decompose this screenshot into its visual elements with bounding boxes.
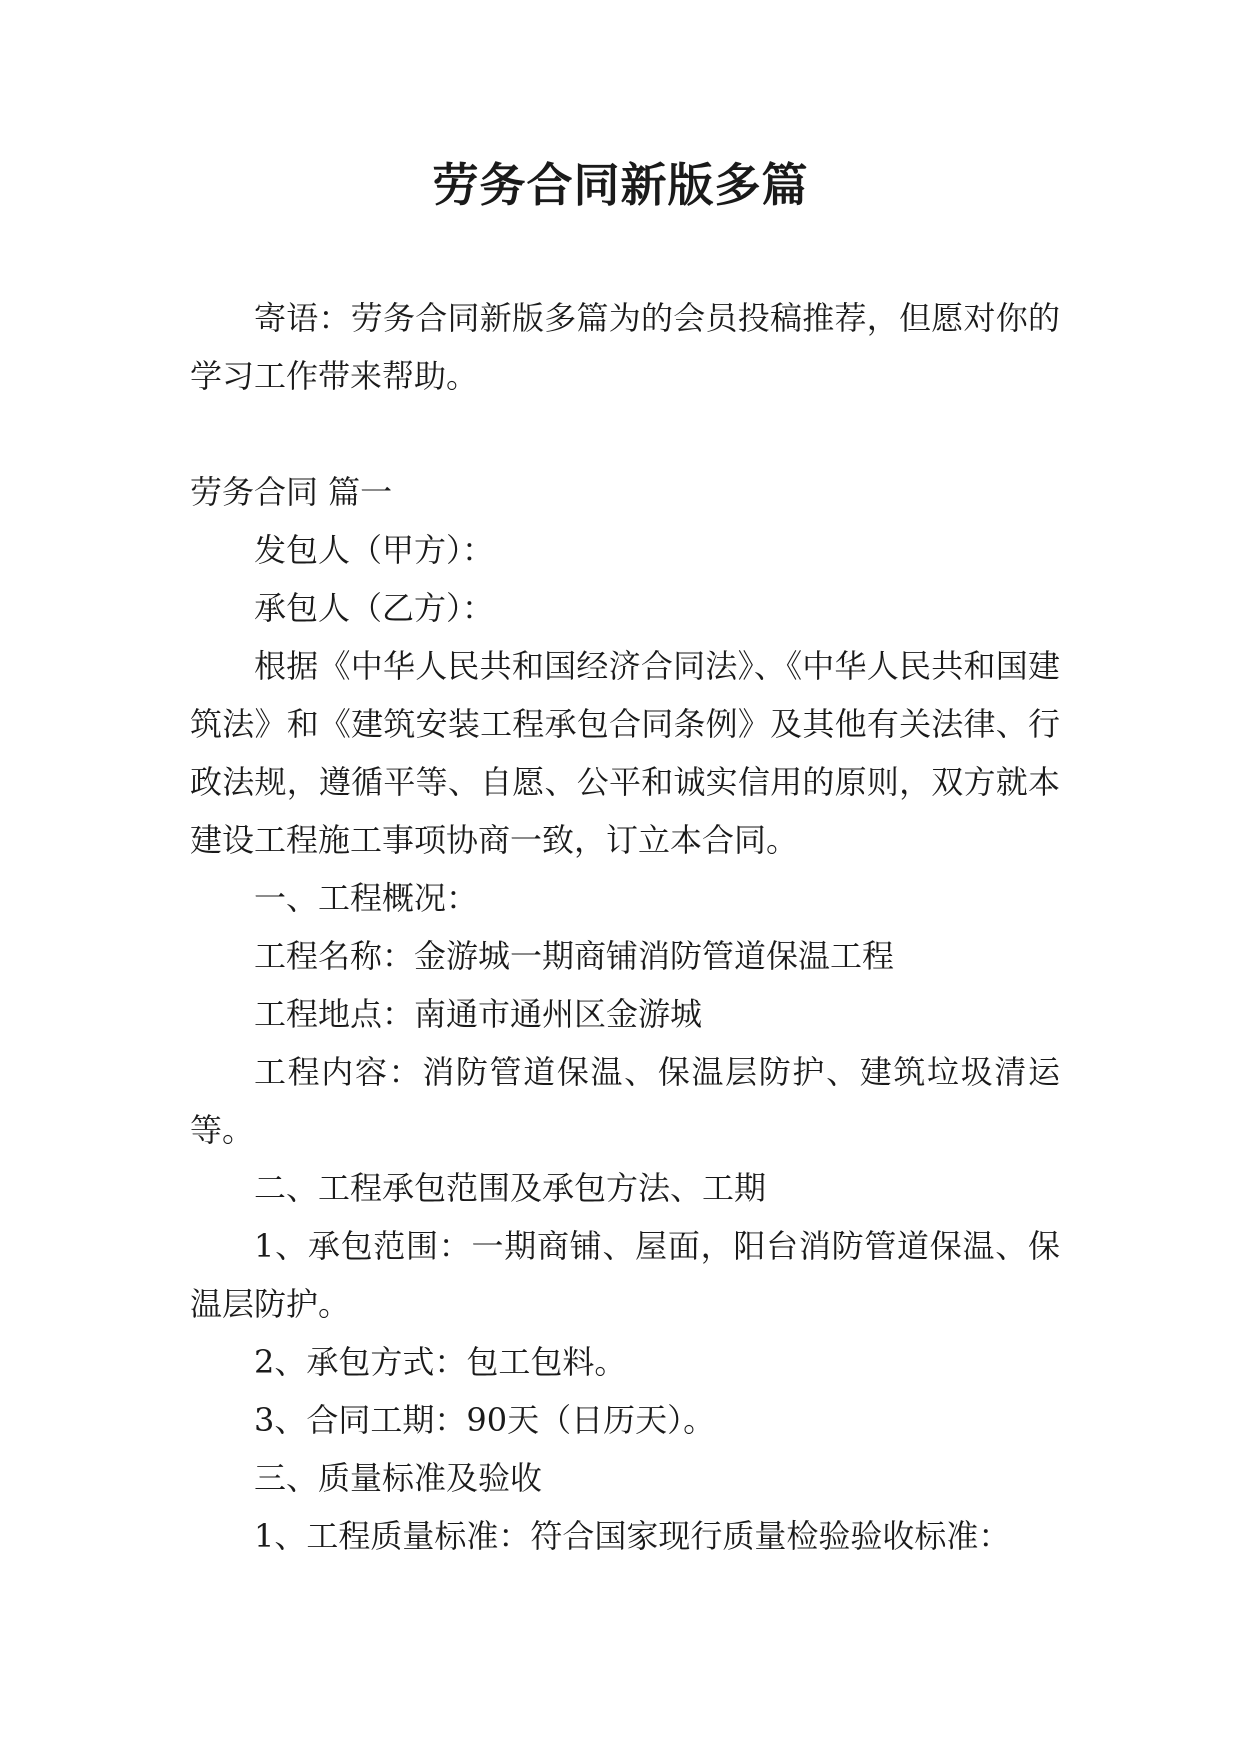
clause-heading-1: 一、工程概况： (254, 879, 479, 917)
spacer (190, 405, 1060, 463)
document-body (190, 289, 1060, 1565)
legal-basis-paragraph: 根据《中华人民共和国经济合同法》、《中华人民共和国建筑法》和《建筑安装工程承包合同条例》及其他有关法律、行政法规，遵循平等、自愿、公平和诚实信用的原则，双方就本建设工程施工事项协商一致，订立本合同。 (190, 647, 1060, 859)
party-a-line: 发包人（甲方）： (254, 531, 495, 569)
quality-standard-line: 1、工程质量标准：符合国家现行质量检验验收标准： (254, 1517, 1011, 1555)
scope-line: 1、承包范围：一期商铺、屋面，阳台消防管道保温、保温层防护。 (190, 1227, 1060, 1323)
duration-line: 3、合同工期：90天（日历天）。 (254, 1401, 716, 1439)
project-name-line: 工程名称：金游城一期商铺消防管道保温工程 (254, 937, 895, 975)
project-location-line: 工程地点：南通市通州区金游城 (254, 995, 703, 1033)
clause-heading-3: 三、质量标准及验收 (254, 1459, 543, 1497)
method-line: 2、承包方式：包工包料。 (254, 1343, 627, 1381)
page-title: 劳务合同新版多篇 (432, 158, 809, 212)
section-heading: 劳务合同 篇一 (190, 473, 393, 511)
preface-paragraph: 寄语：劳务合同新版多篇为的会员投稿推荐，但愿对你的学习工作带来帮助。 (190, 299, 1060, 395)
clause-heading-2: 二、工程承包范围及承包方法、工期 (254, 1169, 767, 1207)
project-content-line: 工程内容：消防管道保温、保温层防护、建筑垃圾清运等。 (190, 1053, 1060, 1149)
party-b-line: 承包人（乙方）： (254, 589, 495, 627)
